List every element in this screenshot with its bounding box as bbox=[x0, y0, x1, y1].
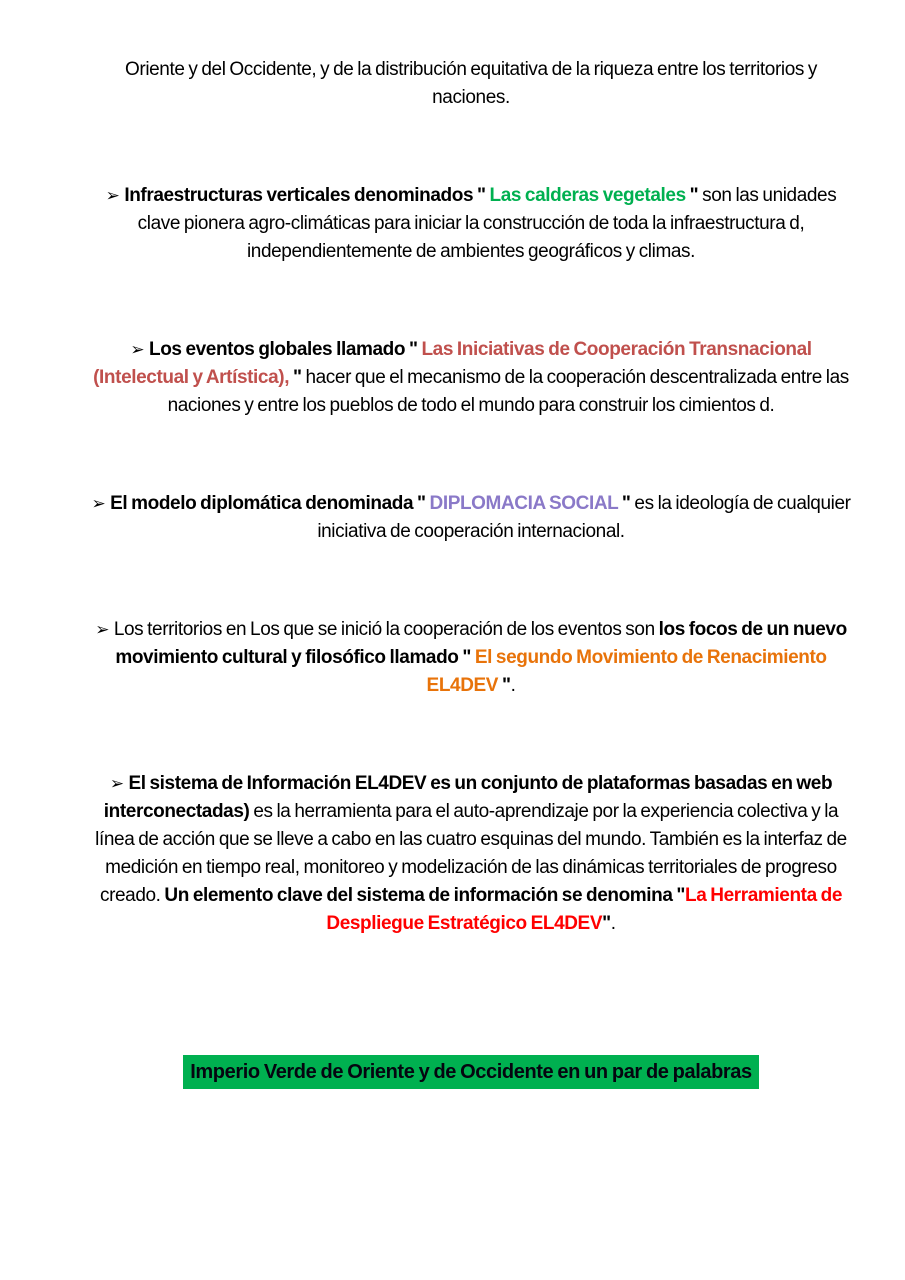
bullet-text-run: son las unidades clave pionera agro-climáticas para iniciar la construcción de toda la infraestructura d, independientemente de ambientes geográficos y climas. bbox=[137, 185, 837, 262]
bullet-text-run: Los territorios en Los que se inició la cooperación de los eventos son bbox=[113, 619, 659, 640]
bullet-text-run: DIPLOMACIA SOCIAL bbox=[429, 493, 619, 514]
bullet-text-run: " bbox=[602, 913, 611, 934]
bullet-text-run: " bbox=[685, 185, 703, 206]
bullet-text-run: es la ideología de cualquier iniciativa de cooperación internacional. bbox=[317, 493, 851, 542]
intro-paragraph: Oriente y del Occidente, y de la distribución equitativa de la riqueza entre los territorios y naciones. bbox=[125, 59, 817, 108]
footer-banner: Imperio Verde de Oriente y de Occidente en un par de palabras bbox=[183, 1055, 758, 1089]
arrow-bullet-icon: ➢ bbox=[95, 620, 114, 640]
bullet-text-run: . bbox=[610, 913, 616, 934]
footer-banner-row bbox=[85, 1055, 857, 1089]
bullet-text-run: Los eventos globales llamado " bbox=[148, 339, 422, 360]
bullet-text-run: es la herramienta para el auto-aprendizaje por la experiencia colectiva y la línea de acción que se lleve a cabo en las cuatro esquinas del mundo. También es la interfaz de medición en tiempo real, monitoreo y modelización de las dinámicas territoriales de progreso creado. bbox=[95, 801, 847, 906]
arrow-bullet-icon: ➢ bbox=[109, 774, 129, 794]
bullet-item bbox=[85, 490, 857, 546]
bullet-text-run: " bbox=[618, 493, 635, 514]
bullet-text-run: Las Iniciativas de Cooperación Transnacional (Intelectual y Artística), bbox=[93, 339, 812, 388]
bullet-text-run: Un elemento clave del sistema de información se denomina " bbox=[164, 885, 686, 906]
bullet-list bbox=[85, 182, 857, 938]
bullet-text-run: " bbox=[292, 367, 306, 388]
bullet-item bbox=[85, 182, 857, 266]
bullet-text-run: El sistema de Información EL4DEV es un conjunto de plataformas basadas en web interconectadas) bbox=[103, 773, 833, 822]
arrow-bullet-icon: ➢ bbox=[105, 186, 125, 206]
arrow-bullet-icon: ➢ bbox=[91, 494, 111, 514]
bullet-text-run: Infraestructuras verticales denominados " bbox=[124, 185, 490, 206]
bullet-text-run: Las calderas vegetales bbox=[489, 185, 686, 206]
bullet-text-run: hacer que el mecanismo de la cooperación descentralizada entre las naciones y entre los pueblos de todo el mundo para construir los cimientos d. bbox=[167, 367, 849, 416]
bullet-text-run: los focos de un nuevo movimiento cultural y filosófico llamado " bbox=[115, 619, 847, 668]
bullet-text-run: El segundo Movimiento de Renacimiento EL4DEV bbox=[426, 647, 827, 696]
bullet-text-run: . bbox=[510, 675, 516, 696]
bullet-text-run: El modelo diplomática denominada " bbox=[110, 493, 430, 514]
bullet-text-run: " bbox=[498, 675, 511, 696]
bullet-item bbox=[85, 770, 857, 938]
bullet-item bbox=[85, 336, 857, 420]
bullet-item bbox=[85, 616, 857, 700]
document-content bbox=[85, 0, 857, 1089]
bullet-text-run: La Herramienta de Despliegue Estratégico EL4DEV bbox=[326, 885, 843, 934]
arrow-bullet-icon: ➢ bbox=[130, 340, 149, 360]
